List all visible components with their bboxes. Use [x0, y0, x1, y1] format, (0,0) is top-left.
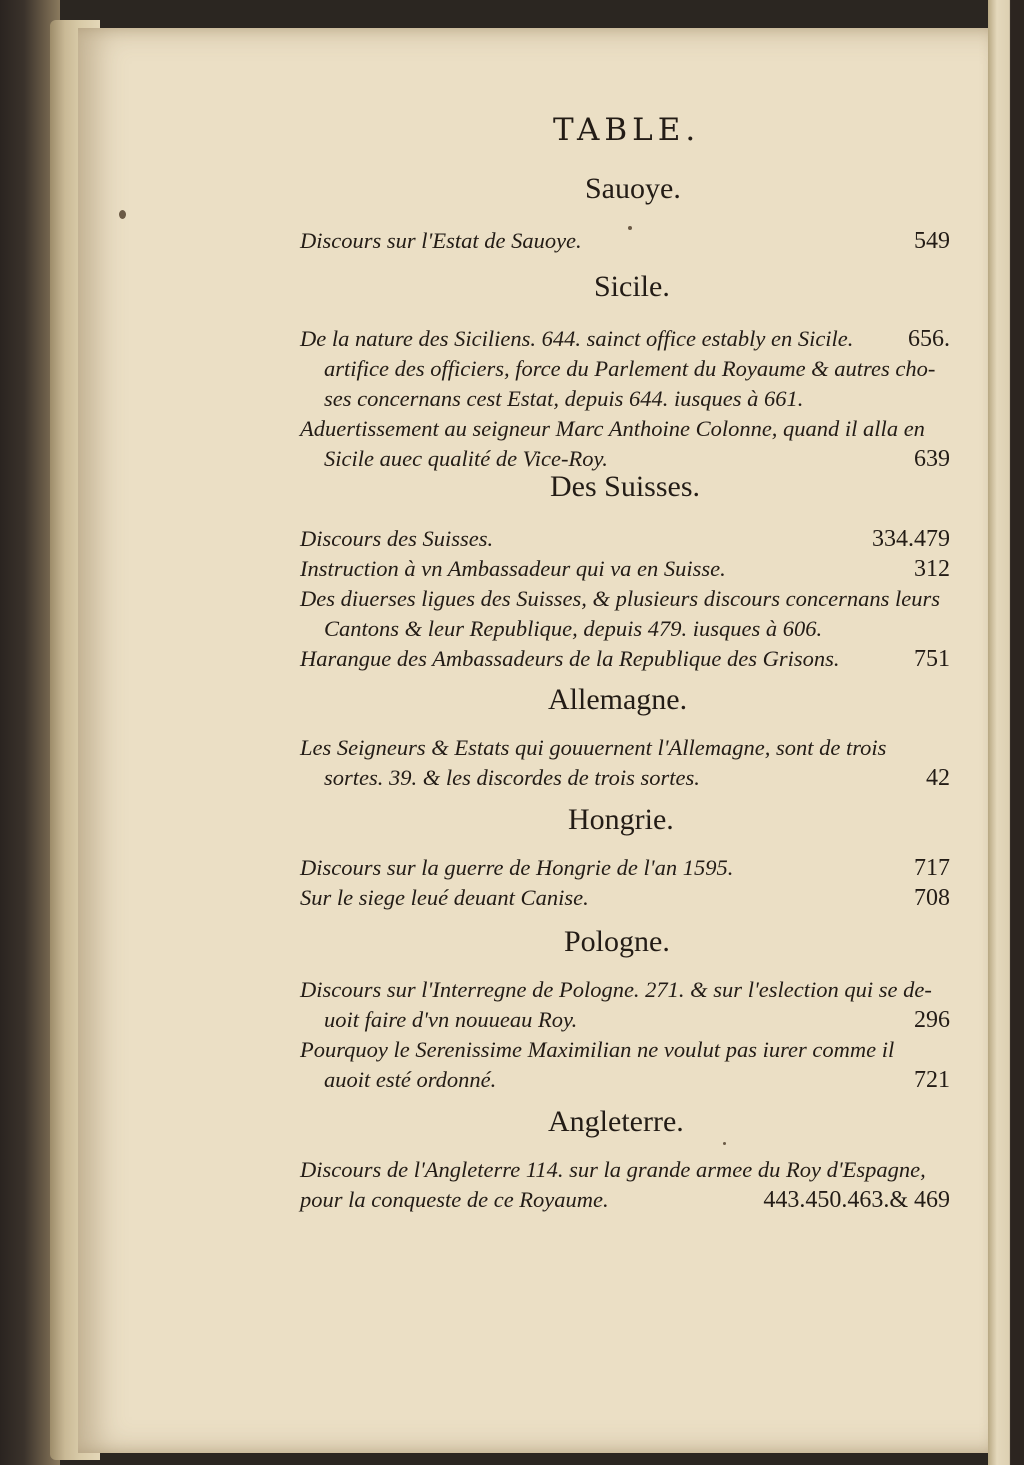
entry-line: [300, 1065, 950, 1095]
entry-line: [300, 1005, 950, 1035]
entry-line: [300, 414, 950, 444]
entry-text: Discours sur l'Interregne de Pologne. 271. & sur l'eslection qui se de-: [300, 977, 932, 1002]
entry-line: [300, 1185, 950, 1215]
page-number: 751: [914, 646, 950, 672]
entry-line: [300, 1035, 950, 1065]
entry-text: De la nature des Siciliens. 644. sainct office estably en Sicile.: [300, 326, 854, 351]
page-number: 334.479: [872, 526, 950, 552]
entry-text: Sicile auec qualité de Vice-Roy.: [324, 446, 608, 471]
entry-text: Discours des Suisses.: [300, 526, 494, 551]
entry-text: Des diuerses ligues des Suisses, & plusieurs discours concernans leurs: [300, 586, 940, 611]
entry-line: [300, 853, 950, 883]
book-gutter: [988, 0, 1024, 1465]
section-title-sauoye: Sauoye.: [585, 172, 681, 205]
page-number: 639: [914, 446, 950, 472]
entry-line: [300, 763, 950, 793]
page-number: 443.450.463.& 469: [763, 1187, 950, 1213]
entry-text: Instruction à vn Ambassadeur qui va en Suisse.: [300, 556, 726, 581]
entry-line: [300, 384, 950, 414]
page-number: 656.: [908, 326, 950, 352]
page-number: 721: [914, 1067, 950, 1093]
entry-text: Sur le siege leué deuant Canise.: [300, 885, 589, 910]
entry-line: [300, 644, 950, 674]
page-number: 708: [914, 885, 950, 911]
entry-text: Discours sur l'Estat de Sauoye.: [300, 228, 582, 253]
entry-text: pour la conqueste de ce Royaume.: [300, 1187, 609, 1212]
entry-text: Discours de l'Angleterre 114. sur la grande armee du Roy d'Espagne,: [300, 1157, 926, 1182]
page-number: 549: [914, 228, 950, 254]
entry-line: [300, 584, 950, 614]
entry-line: [300, 614, 950, 644]
section-suisses: [300, 524, 950, 674]
entry-text: sortes. 39. & les discordes de trois sortes.: [324, 765, 700, 790]
page-number: 296: [914, 1007, 950, 1033]
entry-text: Les Seigneurs & Estats qui gouuernent l'Allemagne, sont de trois: [300, 735, 887, 760]
entry-line: [300, 324, 950, 354]
entry-text: Pourquoy le Serenissime Maximilian ne voulut pas iurer comme il: [300, 1037, 895, 1062]
section-title-pologne: Pologne.: [564, 925, 670, 958]
paper-speck: [119, 210, 126, 219]
section-pologne: [300, 975, 950, 1095]
entry-line: [300, 554, 950, 584]
entry-line: [300, 975, 950, 1005]
entry-line: [300, 354, 950, 384]
section-sicile: [300, 324, 950, 474]
page-number: 717: [914, 855, 950, 881]
entry-line: [300, 1155, 950, 1185]
page-number: 312: [914, 556, 950, 582]
entry-line: [300, 733, 950, 763]
entry-text: Discours sur la guerre de Hongrie de l'an 1595.: [300, 855, 734, 880]
section-title-suisses: Des Suisses.: [550, 470, 701, 503]
entry-text: Aduertissement au seigneur Marc Anthoine Colonne, quand il alla en: [300, 416, 925, 441]
section-title-angleterre: Angleterre.: [548, 1105, 684, 1138]
section-angleterre: [300, 1155, 950, 1215]
entry-text: artifice des officiers, force du Parlement du Royaume & autres cho-: [324, 356, 936, 381]
section-allemagne: [300, 733, 950, 793]
section-hongrie: [300, 853, 950, 913]
entry-line: [300, 524, 950, 554]
paper-speck: [723, 1142, 726, 1145]
section-title-sicile: Sicile.: [594, 270, 670, 303]
entry-line: [300, 226, 950, 256]
page-number: 42: [926, 765, 950, 791]
section-title-hongrie: Hongrie.: [568, 803, 674, 836]
entry-text: Cantons & leur Republique, depuis 479. iusques à 606.: [324, 616, 823, 641]
entry-text: auoit esté ordonné.: [324, 1067, 497, 1092]
page-header: TABLE.: [553, 112, 701, 148]
entry-text: Harangue des Ambassadeurs de la Republique des Grisons.: [300, 646, 840, 671]
entry-line: [300, 883, 950, 913]
section-title-allemagne: Allemagne.: [548, 683, 688, 716]
entry-text: ses concernans cest Estat, depuis 644. iusques à 661.: [324, 386, 804, 411]
section-sauoye: [300, 226, 950, 256]
entry-text: uoit faire d'vn nouueau Roy.: [324, 1007, 578, 1032]
